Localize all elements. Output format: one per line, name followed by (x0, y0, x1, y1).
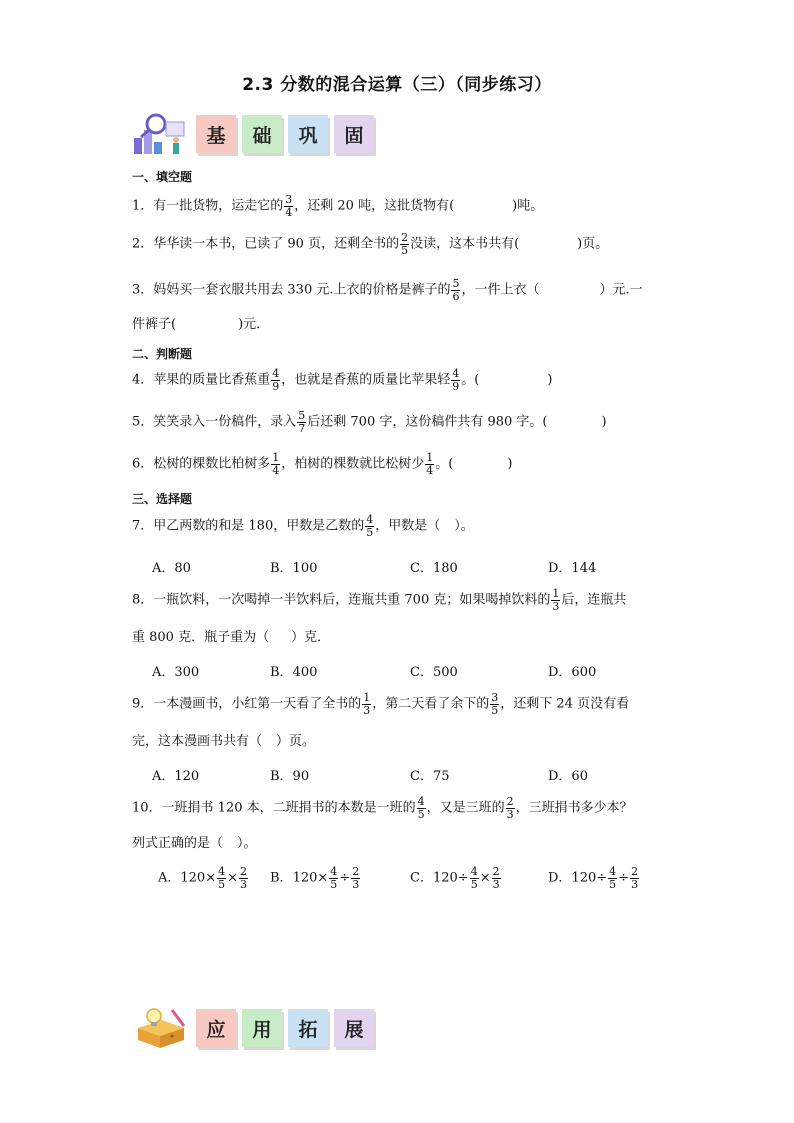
banner-tile-3: 巩 (288, 115, 328, 153)
q8-option-b[interactable]: B．400 (270, 665, 318, 680)
q6-fraction-2 (425, 452, 434, 476)
q9-text-c: ，还剩下 24 页没有看 (500, 696, 630, 712)
frac-num: 4 (218, 865, 226, 878)
frac-den: 5 (470, 877, 478, 891)
question-7 (132, 514, 692, 538)
banner-basic (132, 112, 374, 156)
frac-num: 3 (491, 691, 499, 704)
q8-option-d[interactable]: D．600 (548, 665, 597, 680)
section-judge-heading: 二、判断题 (132, 347, 193, 361)
question-8 (132, 588, 692, 612)
q8-text-a: 8．一瓶饮料，一次喝掉一半饮料后，连瓶共重 700 克；如果喝掉饮料的 (132, 592, 551, 608)
frac-den: 9 (452, 379, 460, 393)
frac-den: 3 (492, 877, 500, 891)
q9-option-a[interactable]: A．120 (152, 769, 200, 784)
q9-text-e: ）页。 (276, 734, 316, 749)
q10-fraction-1 (417, 796, 426, 820)
question-9-line-2 (132, 734, 692, 750)
option-fraction-2 (351, 866, 360, 890)
q8-text-b: 后，连瓶共 (561, 592, 627, 608)
frac-num: 1 (272, 451, 280, 464)
page-title: 2.3 分数的混合运算（三）（同步练习） (242, 75, 552, 95)
frac-den: 9 (272, 379, 280, 393)
option-operator: ÷ (618, 870, 630, 886)
frac-num: 2 (352, 865, 360, 878)
q6-text-b: ，柏树的棵数就比松树少 (281, 456, 425, 472)
frac-num: 2 (506, 795, 514, 808)
q1-text-b: ，还剩 20 吨，这批货物有( (294, 198, 455, 214)
q4-text-a: 4．苹果的质量比香蕉重 (132, 372, 271, 388)
option-operator: ÷ (339, 870, 351, 886)
option-operator: × (479, 870, 491, 886)
q5-text-b: 后还剩 700 字，这份稿件共有 980 字。( (307, 414, 548, 430)
banner-tile-1: 基 (196, 115, 236, 153)
option-fraction-1 (608, 866, 617, 890)
frac-den: 5 (218, 877, 226, 891)
option-label: A． (158, 870, 181, 886)
q9-option-d[interactable]: D．60 (548, 769, 588, 784)
q6-text-a: 6．松树的棵数比柏树多 (132, 456, 271, 472)
banner-tile-4: 展 (334, 1009, 374, 1047)
frac-den: 3 (552, 599, 560, 613)
q9-option-b[interactable]: B．90 (270, 769, 310, 784)
frac-num: 4 (272, 367, 280, 380)
q5-text-c: ) (601, 414, 607, 430)
analytics-illustration-icon (132, 112, 190, 156)
q3-text-b: ，一件上衣（ (461, 282, 540, 298)
q3-text-a: 3．妈妈买一套衣服共用去 330 元.上衣的价格是裤子的 (132, 282, 451, 298)
q10-text-b: ，又是三班的 (426, 800, 505, 816)
q10-text-c: ，三班捐书多少本？ (515, 800, 633, 816)
frac-den: 4 (272, 463, 280, 477)
q7-option-a[interactable]: A．80 (152, 561, 191, 576)
option-fraction-2 (492, 866, 501, 890)
question-10 (132, 796, 692, 820)
frac-den: 7 (298, 421, 306, 435)
option-number: 120 (432, 870, 458, 886)
question-10-line-2 (132, 836, 692, 852)
q9-option-c[interactable]: C．75 (410, 769, 450, 784)
q10-option-c[interactable] (410, 866, 502, 890)
frac-num: 2 (401, 231, 409, 244)
frac-num: 1 (363, 691, 371, 704)
q4-fraction-2 (451, 368, 460, 392)
q5-fraction (297, 410, 306, 434)
q7-fraction (365, 514, 374, 538)
option-operator: × (317, 870, 329, 886)
q2-text-a: 2．华华读一本书，已读了 90 页，还剩全书的 (132, 236, 400, 252)
banner-tile-4: 固 (334, 115, 374, 153)
q3-text-d: 件裤子( (132, 317, 177, 332)
q10-text-a: 10．一班捐书 120 本，二班捐书的本数是一班的 (132, 800, 416, 816)
q10-option-b[interactable] (270, 866, 361, 890)
frac-num: 4 (366, 513, 374, 526)
option-fraction-1 (470, 866, 479, 890)
frac-den: 5 (401, 243, 409, 257)
frac-den: 5 (330, 877, 338, 891)
section-choice-heading: 三、选择题 (132, 492, 193, 506)
option-label: D． (548, 870, 572, 886)
banner-tile-1: 应 (196, 1009, 236, 1047)
option-label: C． (410, 870, 433, 886)
option-fraction-1 (329, 866, 338, 890)
q10-text-d: 列式正确的是（ (132, 836, 224, 851)
q8-fraction (551, 588, 560, 612)
option-fraction-2 (630, 866, 639, 890)
frac-den: 3 (352, 877, 360, 891)
q9-fraction-1 (362, 692, 371, 716)
q9-text-b: ，第二天看了余下的 (372, 696, 490, 712)
frac-num: 4 (609, 865, 617, 878)
q7-text-a: 7．甲乙两数的和是 180，甲数是乙数的 (132, 518, 365, 534)
question-3-line-2 (132, 317, 692, 333)
frac-den: 3 (240, 877, 248, 891)
question-5 (132, 410, 692, 434)
frac-num: 4 (330, 865, 338, 878)
q3-fraction (451, 278, 460, 302)
q4-text-b: ，也就是香蕉的质量比苹果轻 (281, 372, 451, 388)
option-operator: × (205, 870, 217, 886)
option-operator: ÷ (457, 870, 469, 886)
q2-fraction (400, 232, 409, 256)
question-3 (132, 278, 692, 302)
q9-text-d: 完，这本漫画书共有（ (132, 734, 263, 749)
option-number: 120 (571, 870, 597, 886)
option-operator: ÷ (596, 870, 608, 886)
q9-text-a: 9．一本漫画书，小红第一天看了全书的 (132, 696, 362, 712)
q1-text-c: )吨。 (512, 198, 544, 214)
q1-text-a: 1．有一批货物，运走它的 (132, 198, 284, 214)
q8-option-a[interactable]: A．300 (152, 665, 200, 680)
frac-den: 3 (506, 807, 514, 821)
q3-text-e: )元． (238, 317, 270, 332)
frac-den: 4 (285, 205, 293, 219)
frac-num: 2 (492, 865, 500, 878)
q10-option-d[interactable] (548, 866, 640, 890)
frac-num: 4 (470, 865, 478, 878)
frac-den: 4 (426, 463, 434, 477)
q6-fraction-1 (271, 452, 280, 476)
option-fraction-1 (217, 866, 226, 890)
q10-option-a[interactable] (158, 866, 249, 890)
option-number: 120 (292, 870, 318, 886)
q8-text-d: ）克． (291, 630, 331, 645)
frac-num: 5 (452, 277, 460, 290)
option-operator: × (227, 870, 239, 886)
frac-num: 5 (298, 409, 306, 422)
frac-den: 5 (609, 877, 617, 891)
q8-option-c[interactable]: C．500 (410, 665, 458, 680)
frac-den: 5 (417, 807, 425, 821)
q8-text-c: 重 800 克．瓶子重为（ (132, 630, 270, 645)
q7-option-b[interactable]: B．100 (270, 561, 318, 576)
q7-option-c[interactable]: C．180 (410, 561, 458, 576)
frac-den: 5 (491, 703, 499, 717)
q3-text-c: ）元.一 (599, 282, 643, 298)
frac-den: 5 (366, 525, 374, 539)
frac-den: 3 (631, 877, 639, 891)
frac-num: 4 (417, 795, 425, 808)
q1-fraction (284, 194, 293, 218)
frac-num: 1 (552, 587, 560, 600)
q4-text-d: ) (547, 372, 553, 388)
q7-text-c: ）。 (454, 518, 474, 534)
frac-den: 3 (363, 703, 371, 717)
question-6 (132, 452, 692, 476)
frac-den: 6 (452, 289, 460, 303)
question-4 (132, 368, 692, 392)
q9-fraction-2 (490, 692, 499, 716)
q10-fraction-2 (506, 796, 515, 820)
section-fill-heading: 一、填空题 (132, 170, 193, 184)
q4-fraction-1 (271, 368, 280, 392)
q7-text-b: ，甲数是（ (375, 518, 441, 534)
banner-tile-2: 础 (242, 115, 282, 153)
q2-text-b: 没读，这本书共有( (410, 236, 520, 252)
q7-option-d[interactable]: D．144 (548, 561, 597, 576)
frac-num: 1 (426, 451, 434, 464)
q2-text-c: )页。 (577, 236, 609, 252)
banner-tile-2: 用 (242, 1009, 282, 1047)
frac-num: 2 (631, 865, 639, 878)
idea-box-illustration-icon (132, 1006, 190, 1050)
option-label: B． (270, 870, 293, 886)
banner-extension (132, 1006, 374, 1050)
question-9 (132, 692, 692, 716)
option-fraction-2 (239, 866, 248, 890)
banner-tile-3: 拓 (288, 1009, 328, 1047)
frac-num: 3 (285, 193, 293, 206)
q6-text-d: ) (507, 456, 513, 472)
q5-text-a: 5．笑笑录入一份稿件，录入 (132, 414, 297, 430)
frac-num: 2 (240, 865, 248, 878)
q10-text-e: ）。 (237, 836, 257, 851)
q6-text-c: 。( (435, 456, 454, 472)
question-2 (132, 232, 692, 256)
q4-text-c: 。( (461, 372, 480, 388)
frac-num: 4 (452, 367, 460, 380)
question-8-line-2 (132, 630, 692, 646)
option-number: 120 (180, 870, 206, 886)
question-1 (132, 194, 692, 218)
